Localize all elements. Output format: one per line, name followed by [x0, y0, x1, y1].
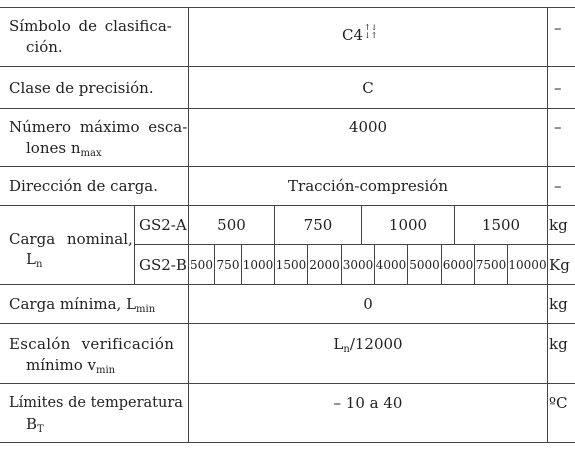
temperatura-B: B	[26, 415, 38, 433]
gs2b-value: 10000	[508, 258, 547, 272]
arrows-bottom: ↓↑	[364, 31, 378, 40]
carga-minima-text: Carga mínima, L	[9, 295, 137, 313]
carga-minima-sub: min	[136, 304, 156, 315]
gs2b-unit: Kg	[549, 256, 570, 274]
gs2b-value: 1500	[275, 258, 307, 272]
escalones-value: 4000	[348, 118, 388, 136]
clasificacion-main: C4	[342, 26, 364, 44]
rule	[0, 323, 575, 324]
clasificacion-label-line2: ción.	[26, 38, 63, 56]
verificacion-v: mínimo v	[26, 356, 96, 374]
direccion-unit: –	[554, 177, 562, 195]
arrows-top: ↑↓	[364, 23, 378, 32]
escalones-sub: max	[80, 148, 102, 159]
rule	[134, 244, 575, 245]
gs2b-model: GS2-B	[139, 256, 187, 274]
verificacion-L: L	[333, 335, 344, 353]
rule	[134, 205, 135, 285]
gs2a-model: GS2-A	[139, 216, 187, 234]
gs2a-value: 1500	[481, 216, 521, 234]
clasificacion-unit: –	[554, 19, 562, 37]
carga-nominal-label-line2	[26, 249, 42, 275]
rule	[0, 205, 575, 206]
gs2b-value: 2000	[309, 258, 340, 272]
gs2a-value: 1000	[388, 216, 428, 234]
carga-minima-label	[9, 294, 155, 320]
escalones-label-line2	[26, 138, 102, 164]
precision-value: C	[362, 79, 374, 97]
temperatura-unit: ºC	[549, 394, 568, 412]
gs2b-value: 7500	[475, 258, 507, 272]
rule	[0, 284, 575, 285]
carga-minima-value: 0	[363, 295, 373, 313]
gs2a-value: 500	[217, 216, 246, 234]
gs2a-unit: kg	[549, 216, 568, 234]
gs2b-value: 500	[190, 258, 213, 272]
gs2b-value: 6000	[442, 258, 474, 272]
rule	[0, 442, 575, 443]
verificacion-value	[189, 334, 547, 360]
escalones-label-line1: Número máximo esca-	[9, 118, 188, 136]
escalones-n: lones n	[26, 139, 81, 157]
temperatura-value: – 10 a 40	[333, 394, 403, 412]
gs2b-value: 4000	[375, 258, 407, 272]
verificacion-unit: kg	[549, 335, 568, 353]
gs2a-value: 750	[303, 216, 333, 234]
direccion-label: Dirección de carga.	[9, 177, 159, 195]
rule	[0, 383, 575, 384]
escalones-unit: –	[554, 118, 562, 136]
rule	[0, 166, 575, 167]
carga-nominal-L: L	[26, 250, 36, 268]
temperatura-label-line2	[26, 414, 44, 440]
precision-label: Clase de precisión.	[9, 79, 154, 97]
rule	[0, 7, 575, 8]
gs2b-value: 3000	[342, 258, 374, 272]
gs2b-value: 750	[216, 258, 240, 272]
verificacion-sub: min	[95, 365, 116, 376]
verificacion-rest: /12000	[349, 335, 403, 353]
gs2b-value: 1000	[242, 258, 274, 272]
rule	[0, 66, 575, 67]
rule	[0, 108, 575, 109]
rule	[547, 7, 548, 443]
carga-minima-unit: kg	[549, 295, 568, 313]
verificacion-label-line2	[26, 355, 115, 381]
temperatura-label-line1: Límites de temperatura	[9, 395, 183, 411]
verificacion-label-line1: Escalón verificación	[9, 335, 175, 353]
temperatura-sub: T	[37, 424, 44, 435]
carga-nominal-label-line1: Carga nominal,	[9, 230, 133, 248]
direccion-value: Tracción-compresión	[288, 177, 448, 195]
clasificacion-value	[342, 24, 377, 45]
precision-unit: –	[554, 79, 562, 97]
clasificacion-label-line1: Símbolo de clasifica-	[9, 17, 172, 35]
verificacion-value-sub: n	[343, 344, 350, 355]
carga-nominal-sub: n	[35, 259, 43, 270]
gs2b-value: 5000	[409, 258, 440, 272]
